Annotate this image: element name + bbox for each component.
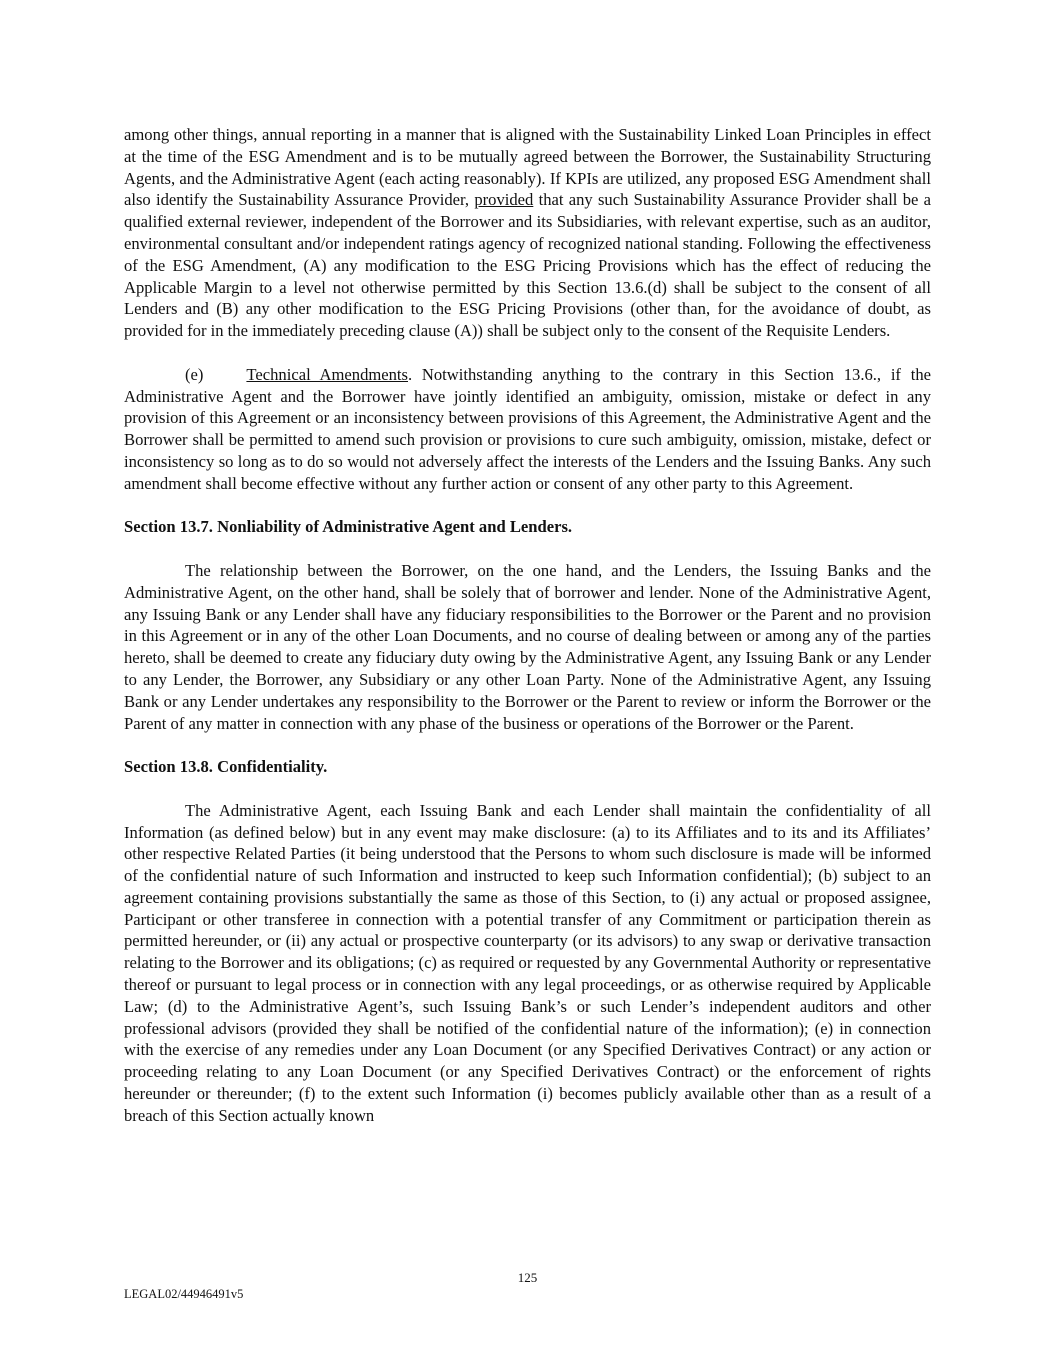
section-heading-13-7: Section 13.7. Nonliability of Administrative Agent and Lenders. <box>124 517 573 537</box>
paragraph-confidentiality: The Administrative Agent, each Issuing Bank and each Lender shall maintain the confidentiality of all Information (as defined below) but in any event may make disclosure: (a) to its Affiliates and to its and its Affiliates’ other respective Related Parties (it being understood that the Persons to whom such disclosure is made will be informed of the confidential nature of such Information and instructed to keep such Information confidential); (b) subject to an agreement containing provisions substantially the same as those of this Section, to (i) any actual or proposed assignee, Participant or other transferee in connection with a potential transfer of any Commitment or participation therein as permitted hereunder, or (ii) any actual or prospective counterparty (or its advisors) to any swap or derivative transaction relating to the Borrower and its obligations; (c) as required or requested by any Governmental Authority or representative thereof or pursuant to legal process or in connection with any legal proceedings, or as otherwise required by Applicable Law; (d) to the Administrative Agent’s, such Issuing Bank’s or such Lender’s independent auditors and other professional advisors (provided they shall be notified of the confidential nature of the information); (e) in connection with the exercise of any remedies under any Loan Document (or any Specified Derivatives Contract) or any action or proceeding relating to any Loan Document (or any Specified Derivatives Contract) or the enforcement of rights hereunder or thereunder; (f) to the extent such Information (i) becomes publicly available other than as a result of a breach of this Section actually known <box>124 800 931 1125</box>
page-number: 125 <box>517 1270 538 1285</box>
document-page <box>124 124 931 1127</box>
document-id: LEGAL02/44946491v5 <box>124 1287 244 1301</box>
paragraph-technical-amendments <box>124 364 931 495</box>
paragraph-esg-amendment <box>124 124 931 342</box>
underlined-term-provided: provided <box>474 190 534 210</box>
paragraph-nonliability: The relationship between the Borrower, on the one hand, and the Lenders, the Issuing Banks and the Administrative Agent, on the other hand, shall be solely that of borrower and lender. None of the Administrative Agent, any Issuing Bank or any Lender shall have any fiduciary responsibilities to the Borrower or the Parent and no provision in this Agreement or in any of the other Loan Documents, and no course of dealing between or among any of the parties hereto, shall be deemed to create any fiduciary duty owing by the Administrative Agent, any Issuing Bank or any Lender to any Lender, the Borrower, any Subsidiary or any other Loan Party. None of the Administrative Agent, any Issuing Bank or any Lender undertakes any responsibility to the Borrower or the Parent to review or inform the Borrower or the Parent of any matter in connection with any phase of the business or operations of the Borrower or the Parent. <box>124 560 931 733</box>
clause-label: (e) <box>185 364 204 384</box>
paragraph-text: among other things, annual reporting in a manner that is aligned with the Sustainability Linked Loan Principles in effect at the time of the ESG Amendment and is to be mutually agreed between the Borrower, the Sustainability Structuring Agents, and the Administrative Agent (each acting reasonably). If KPIs are utilized, any proposed ESG Amendment shall also identify the Sustainability Assurance Provider, <box>124 125 931 210</box>
paragraph-text: that any such Sustainability Assurance Provider shall be a qualified external reviewer, independent of the Borrower and its Subsidiaries, with relevant expertise, such as an auditor, environmental consultant and/or independent ratings agency of recognized national standing. Following the effectiveness of the ESG Amendment, (A) any modification to the ESG Pricing Provisions which has the effect of reducing the Applicable Margin to a level not otherwise permitted by this Section 13.6.(d) shall be subject to the consent of all Lenders and (B) any other modification to the ESG Pricing Provisions (other than, for the avoidance of doubt, as provided for in the immediately preceding clause (A)) shall be subject only to the consent of the Requisite Lenders. <box>124 190 931 341</box>
clause-title: Technical Amendments <box>246 364 408 384</box>
section-heading-13-8: Section 13.8. Confidentiality. <box>124 757 328 777</box>
paragraph-text: . Notwithstanding anything to the contrary in this Section 13.6., if the Administrative Agent and the Borrower have jointly identified an ambiguity, omission, mistake or defect in any provision of this Agreement or an inconsistency between provisions of this Agreement, the Administrative Agent and the Borrower shall be permitted to amend such provision or provisions to cure such ambiguity, omission, mistake, defect or inconsistency so long as to do so would not adversely affect the interests of the Lenders and the Issuing Banks. Any such amendment shall become effective without any further action or consent of any other party to this Agreement. <box>124 364 931 493</box>
